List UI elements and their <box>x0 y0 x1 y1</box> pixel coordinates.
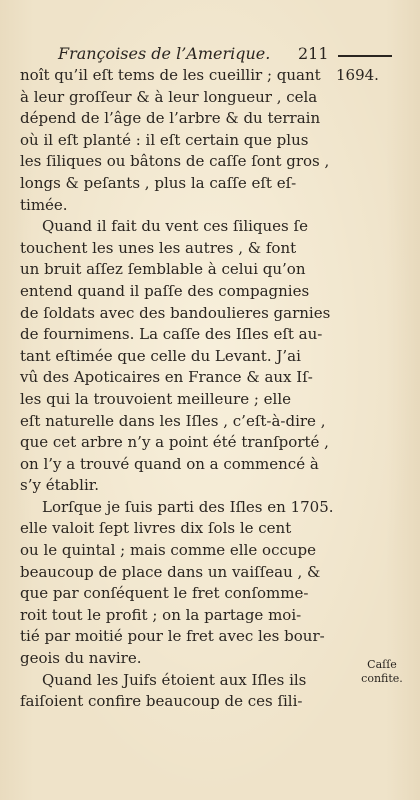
running-head <box>58 44 378 66</box>
text-line: Quand il fait du vent ces ſiliques ſe <box>42 217 308 236</box>
header-rule <box>338 55 392 57</box>
text-line: un bruit aſſez ſemblable à celui qu’on <box>20 260 306 279</box>
margin-note-line-2: confite. <box>361 672 403 685</box>
text-line: faiſoient confire beaucoup de ces ſili- <box>20 692 303 711</box>
margin-year: 1694. <box>336 66 379 84</box>
margin-note-line-1: Caſſe <box>367 658 397 671</box>
text-line: les ſiliques ou bâtons de caſſe ſont gros , <box>20 152 330 171</box>
text-line: entend quand il paſſe des compagnies <box>20 281 310 300</box>
text-line: beaucoup de place dans un vaiſſeau , & <box>20 562 321 581</box>
margin-note <box>352 658 412 686</box>
text-line: Lorſque je ſuis parti des Iſles en 1705. <box>42 497 334 516</box>
text-line: de ſoldats avec des bandoulieres garnies <box>20 303 331 322</box>
text-line: elle valoit ſept livres dix ſols le cent <box>20 519 292 538</box>
text-line: vû des Apoticaires en France & aux Iſ- <box>20 368 313 387</box>
text-line: touchent les unes les autres , & font <box>20 238 297 257</box>
page-number: 211 <box>298 44 329 63</box>
text-line: ou le quintal ; mais comme elle occupe <box>20 541 317 560</box>
text-line: eſt naturelle dans les Iſles , c’eſt-à-dire , <box>20 411 326 430</box>
text-line: longs & peſants , plus la caſſe eſt eſ- <box>20 173 297 192</box>
text-line: timée. <box>20 195 68 214</box>
text-line: Quand les Juifs étoient aux Iſles ils <box>42 670 307 689</box>
text-line: à leur groſſeur & à leur longueur , cela <box>20 87 318 106</box>
text-line: de fournimens. La caſſe des Iſles eſt au- <box>20 325 323 344</box>
body-text <box>20 65 340 713</box>
text-line: que cet arbre n’y a point été tranſporté , <box>20 433 329 452</box>
text-line: les qui la trouvoient meilleure ; elle <box>20 389 292 408</box>
text-line: s’y établir. <box>20 476 100 495</box>
text-line: geois du navire. <box>20 649 142 668</box>
text-line: on l’y a trouvé quand on a commencé à <box>20 454 319 473</box>
text-line: où il eſt planté : il eſt certain que plus <box>20 130 309 149</box>
text-line: que par conſéquent le fret conſomme- <box>20 584 309 603</box>
running-title: Françoises de l’Amerique. <box>58 44 271 63</box>
text-line: tié par moitié pour le fret avec les bour- <box>20 627 325 646</box>
text-line: dépend de l’âge de l’arbre & du terrain <box>20 109 321 128</box>
text-line: tant eſtimée que celle du Levant. J’ai <box>20 346 301 365</box>
text-line: noît qu’il eſt tems de les cueillir ; quant <box>20 66 321 84</box>
text-line: roit tout le profit ; on la partage moi- <box>20 605 302 624</box>
